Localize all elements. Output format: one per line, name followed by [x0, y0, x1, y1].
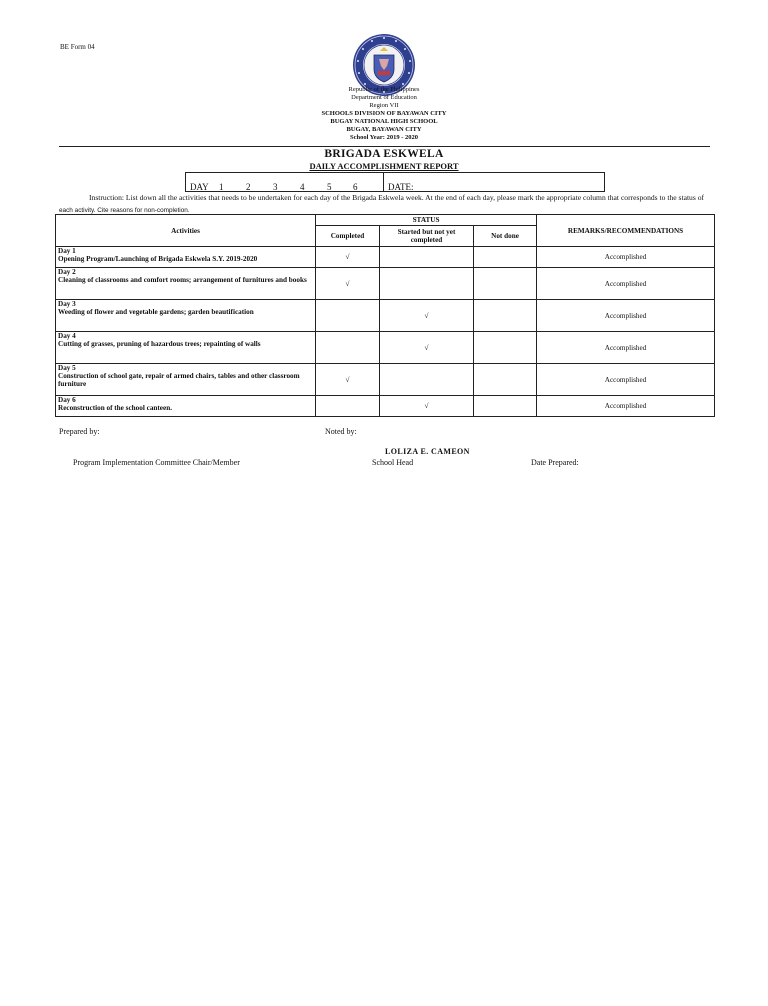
day-number: 5 [327, 182, 332, 192]
day-label: Day 6 [58, 396, 76, 404]
preparer-role: Program Implementation Committee Chair/Member [73, 458, 240, 467]
activities-header: Activities [56, 215, 316, 247]
status-completed-cell [316, 364, 380, 396]
check-mark-icon: √ [424, 402, 429, 410]
status-not-done-cell [474, 300, 537, 332]
day-number: 3 [273, 182, 278, 192]
activity-cell [56, 247, 316, 268]
table-row [56, 247, 715, 268]
status-started-cell [380, 247, 474, 268]
activity-text: Reconstruction of the school canteen. [58, 404, 172, 412]
school-head-name: LOLIZA E. CAMEON [385, 447, 470, 456]
activity-cell [56, 396, 316, 417]
school-head-role: School Head [372, 458, 414, 467]
day-label: Day 5 [58, 364, 76, 372]
table-row [56, 332, 715, 364]
header-school: BUGAY NATIONAL HIGH SCHOOL [330, 118, 438, 125]
check-mark-icon: √ [424, 343, 429, 352]
activity-text: Cutting of grasses, pruning of hazardous trees; repainting of walls [58, 340, 261, 348]
prepared-by-label: Prepared by: [59, 427, 100, 436]
remarks-cell: Accomplished [537, 396, 715, 417]
report-subtitle: DAILY ACCOMPLISHMENT REPORT [309, 161, 459, 171]
check-mark-icon: √ [345, 375, 350, 384]
status-completed-cell [316, 247, 380, 268]
remarks-cell: Accomplished [537, 332, 715, 364]
day-number: 4 [300, 182, 305, 192]
day-date-box [185, 172, 605, 192]
status-started-cell [380, 364, 474, 396]
header-country: Republic of the Philippines [348, 86, 420, 93]
day-label: Day 4 [58, 332, 76, 340]
instruction-main: Instruction: List down all the activities that needs to be undertaken for each day of the Brigada Eskwela week. At the end of each day, please mark the appropriate column that corresponds to the status of [89, 193, 705, 202]
table-row [56, 396, 715, 417]
day-number: 6 [353, 182, 358, 192]
header-school-year: School Year: 2019 - 2020 [349, 134, 418, 141]
remarks-cell: Accomplished [537, 364, 715, 396]
day-box-divider [383, 173, 384, 191]
table-row [56, 300, 715, 332]
activity-text: Opening Program/Launching of Brigada Eskwela S.Y. 2019-2020 [58, 255, 258, 263]
header-address: BUGAY, BAYAWAN CITY [346, 126, 422, 133]
status-started-cell [380, 268, 474, 300]
activity-text: Weeding of flower and vegetable gardens; garden beautification [58, 308, 254, 316]
status-not-done-cell [474, 332, 537, 364]
day-label: Day 2 [58, 268, 76, 276]
status-header: STATUS [316, 215, 537, 226]
activity-cell [56, 364, 316, 396]
instruction-tail: each activity. Cite reasons for non-completion. [59, 206, 190, 214]
status-completed-cell [316, 300, 380, 332]
completed-header: Completed [316, 226, 380, 247]
accomplishment-table [55, 214, 715, 417]
activity-cell [56, 332, 316, 364]
report-title: BRIGADA ESKWELA [324, 148, 444, 160]
status-completed-cell [316, 268, 380, 300]
instruction-text [59, 193, 715, 216]
noted-by-label: Noted by: [325, 427, 357, 436]
status-not-done-cell [474, 364, 537, 396]
status-not-done-cell [474, 268, 537, 300]
status-started-cell [380, 300, 474, 332]
check-mark-icon: √ [345, 253, 350, 261]
activity-text: Cleaning of classrooms and comfort rooms; arrangement of furnitures and books [58, 276, 307, 284]
header-department: Department of Education [351, 94, 417, 101]
started-header: Started but not yet completed [380, 226, 474, 247]
day-number: 1 [219, 182, 224, 192]
date-prepared-label: Date Prepared: [531, 458, 579, 467]
remarks-cell: Accomplished [537, 268, 715, 300]
header-divider [59, 146, 710, 147]
check-mark-icon: √ [345, 279, 350, 288]
activity-cell [56, 300, 316, 332]
status-started-cell [380, 332, 474, 364]
remarks-header: REMARKS/RECOMMENDATIONS [537, 215, 715, 247]
activity-text: Construction of school gate, repair of armed chairs, tables and other classroom furniture [58, 372, 300, 388]
check-mark-icon: √ [424, 311, 429, 320]
header-region: Region VII [369, 102, 399, 109]
status-not-done-cell [474, 396, 537, 417]
not-done-header: Not done [474, 226, 537, 247]
activity-cell [56, 268, 316, 300]
day-label: DAY [190, 182, 209, 192]
remarks-cell: Accomplished [537, 247, 715, 268]
status-not-done-cell [474, 247, 537, 268]
status-completed-cell [316, 396, 380, 417]
date-label: DATE: [388, 182, 414, 192]
status-started-cell [380, 396, 474, 417]
remarks-cell: Accomplished [537, 300, 715, 332]
table-body [56, 247, 715, 417]
header-division: SCHOOLS DIVISION OF BAYAWAN CITY [321, 110, 447, 117]
form-number: BE Form 04 [60, 43, 95, 51]
table-row [56, 268, 715, 300]
table-row [56, 364, 715, 396]
day-label: Day 1 [58, 247, 76, 255]
day-number: 2 [246, 182, 251, 192]
status-completed-cell [316, 332, 380, 364]
day-label: Day 3 [58, 300, 76, 308]
